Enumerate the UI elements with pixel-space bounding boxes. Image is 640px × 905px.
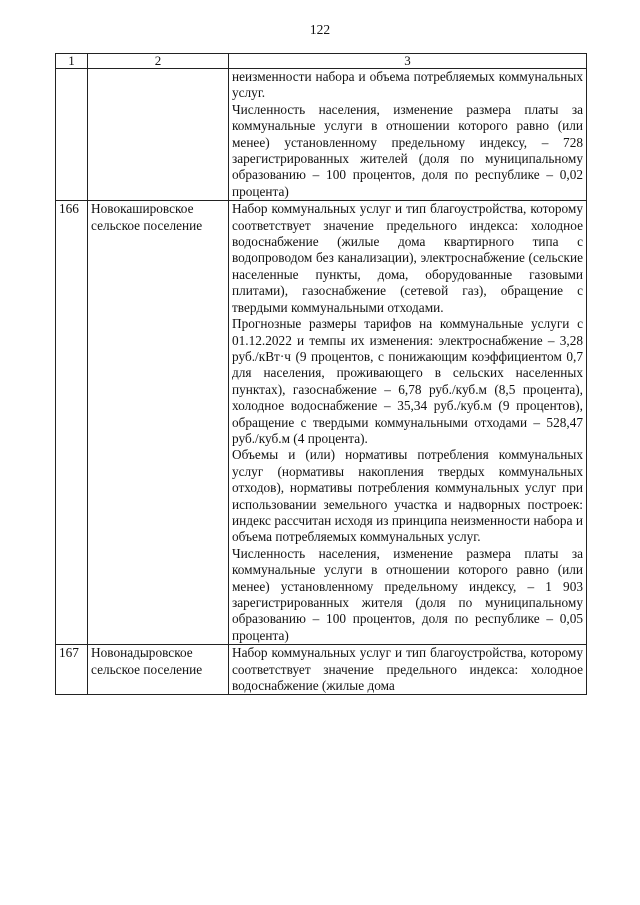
row-number [56, 69, 88, 201]
header-col-2: 2 [88, 54, 229, 69]
paragraph: Численность населения, изменение размера платы за коммунальные услуги в отношении которого равно (или менее) установленному предельному индексу, – 1 903 зарегистрированных жителя (доля по муниципальному образованию – 100 процентов, доля по республике – 0,05 процента) [232, 545, 583, 643]
municipality-name [88, 69, 229, 201]
row-description [229, 645, 587, 695]
paragraph: неизменности набора и объема потребляемых коммунальных услуг. [232, 69, 583, 101]
table-row [56, 201, 587, 645]
page-number: 122 [309, 22, 331, 37]
table-row [56, 645, 587, 695]
row-number: 166 [56, 201, 88, 645]
header-col-1: 1 [56, 54, 88, 69]
paragraph: Прогнозные размеры тарифов на коммунальные услуги с 01.12.2022 и темпы их изменения: электроснабжение – 3,28 руб./кВт·ч (9 процентов, с понижающим коэффициентом 0,7 для населения, проживающего в сельских населенных пунктах), газоснабжение – 6,78 руб./куб.м (8,5 процента), холодное водоснабжение – 35,34 руб./куб.м (9 процентов), обращение с твердыми коммунальными отходами – 528,47 руб./куб.м (4 процента). [232, 316, 583, 446]
table-row [56, 69, 587, 201]
municipality-name: Новокаширoвское сельское поселение [88, 201, 229, 645]
paragraph: Объемы и (или) нормативы потребления коммунальных услуг (нормативы накопления твердых коммунальных отходов), нормативы потребления коммунальных услуг при использовании земельного участка и надворных построек: индекс рассчитан исходя из принципа неизменности набора и объема потребляемых коммунальных услуг. [232, 447, 583, 545]
index-table [55, 53, 587, 695]
paragraph: Набор коммунальных услуг и тип благоустройства, которому соответствует значение предельного индекса: холодное водоснабжение (жилые дома квартирного типа с водопроводом без канализации), электроснабжение (сельские населенные пункты, дома, оборудованные газовыми плитами), газоснабжение (сетевой газ), обращение с твердыми коммунальными отходами. [232, 201, 583, 315]
row-description [229, 69, 587, 201]
paragraph: Набор коммунальных услуг и тип благоустройства, которому соответствует значение предельного индекса: холодное водоснабжение (жилые дома [232, 645, 583, 694]
row-description [229, 201, 587, 645]
municipality-name: Новонадыровское сельское поселение [88, 645, 229, 695]
table-header-row [56, 54, 587, 69]
header-col-3: 3 [229, 54, 587, 69]
paragraph: Численность населения, изменение размера платы за коммунальные услуги в отношении которого равно (или менее) установленному предельному индексу, – 728 зарегистрированных жителей (доля по муниципальному образованию – 100 процентов, доля по республике – 0,02 процента) [232, 101, 583, 199]
row-number: 167 [56, 645, 88, 695]
